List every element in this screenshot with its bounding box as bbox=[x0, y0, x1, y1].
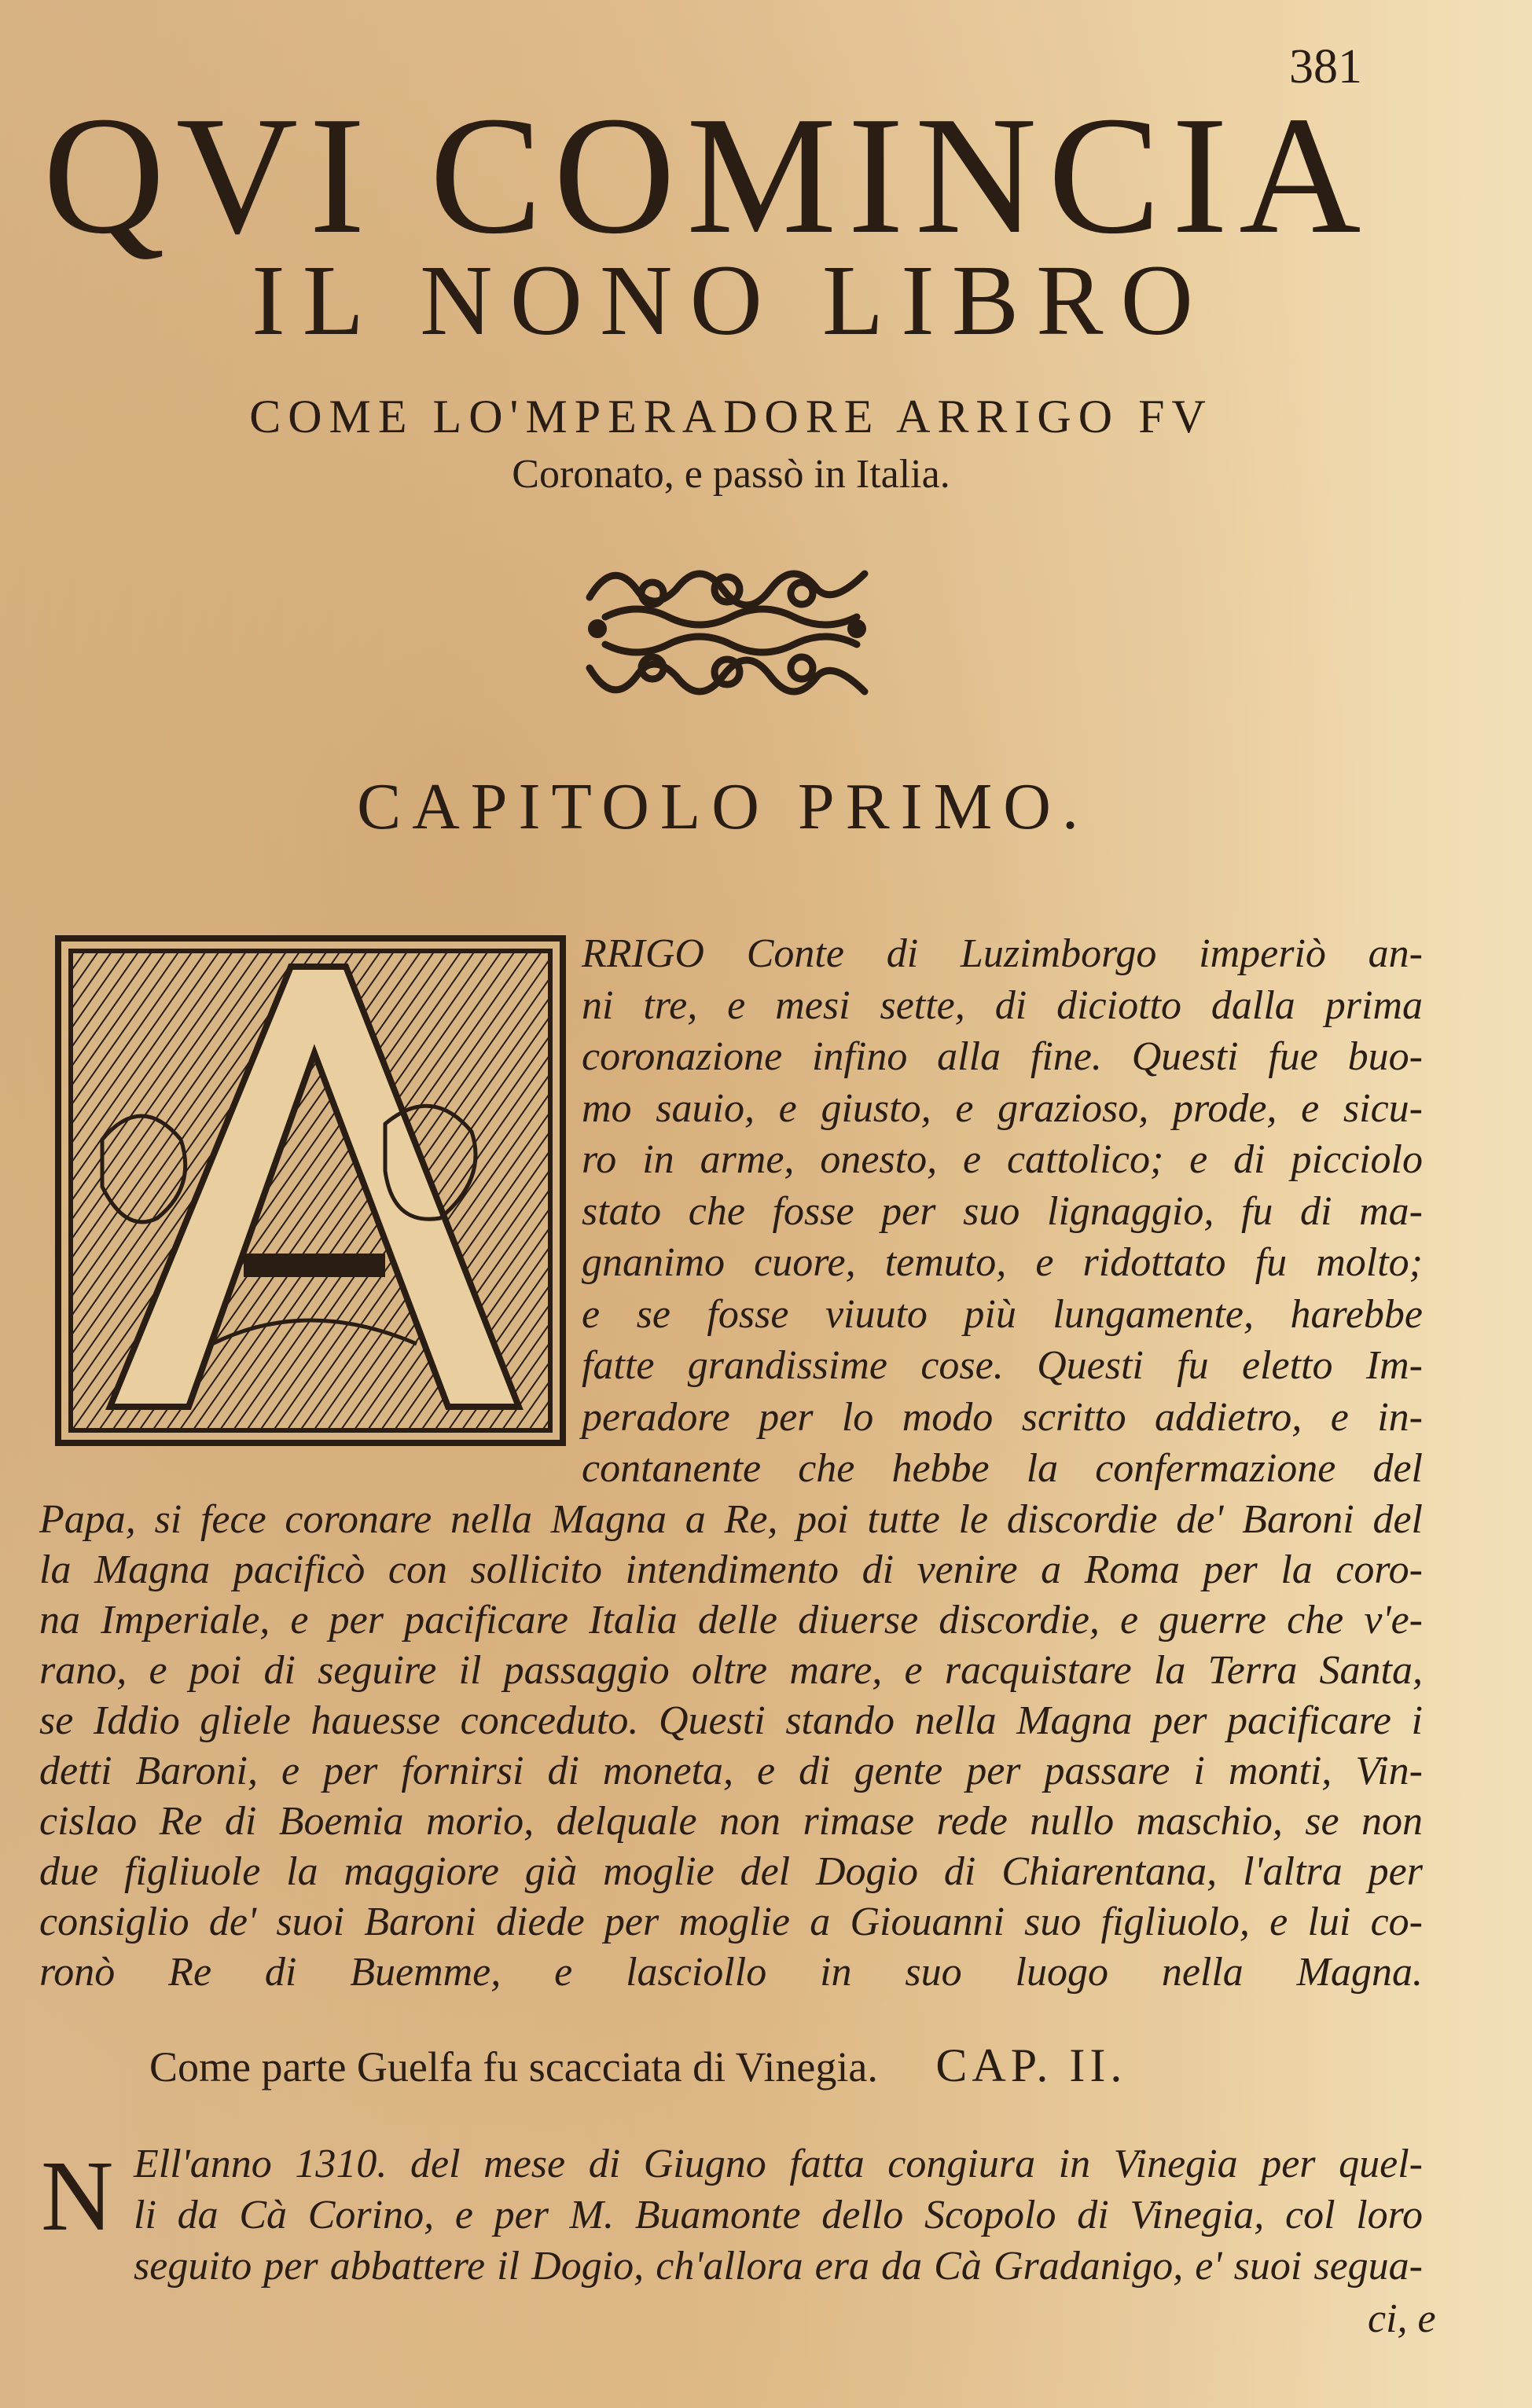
chapter-2-label: CAP. II. bbox=[935, 2039, 1127, 2091]
section-heading-continued: Coronato, e passò in Italia. bbox=[512, 452, 950, 497]
text-line: li da Cà Corino, e per M. Buamonte dello Scopolo di Vinegia, col loro bbox=[134, 2193, 1423, 2237]
text-line: se Iddio gliele hauesse conceduto. Questi stando nella Magna per pacificare i bbox=[39, 1698, 1423, 1743]
text-line: peradore per lo modo scritto addietro, e in- bbox=[582, 1394, 1423, 1440]
chapter-2-heading bbox=[149, 2039, 1297, 2091]
text-line: stato che fosse per suo lignaggio, fu di ma- bbox=[582, 1188, 1423, 1234]
text-line: Ell'anno 1310. del mese di Giugno fatta congiura in Vinegia per quel- bbox=[134, 2142, 1423, 2186]
text-line: e se fosse viuuto più lungamente, harebbe bbox=[582, 1291, 1423, 1337]
text-line: rano, e poi di seguire il passaggio oltre mare, e racquistare la Terra Santa, bbox=[39, 1648, 1423, 1693]
catchword: ci, e bbox=[1368, 2296, 1436, 2341]
text-line: cislao Re di Boemia morio, delquale non rimase rede nullo maschio, se non bbox=[39, 1799, 1423, 1844]
text-line: ni tre, e mesi sette, di diciotto dalla prima bbox=[582, 982, 1423, 1028]
drop-cap-n: N bbox=[41, 2140, 114, 2252]
text-line: detti Baroni, e per fornirsi di moneta, e di gente per passare i monti, Vin- bbox=[39, 1749, 1423, 1793]
text-line: ro in arme, onesto, e cattolico; e di picciolo bbox=[582, 1137, 1423, 1182]
text-line: coronazione infino alla fine. Questi fue buo- bbox=[582, 1034, 1423, 1079]
text-line: la Magna pacificò con sollicito intendimento di venire a Roma per la coro- bbox=[39, 1547, 1423, 1592]
book-subtitle: IL NONO LIBRO bbox=[252, 244, 1211, 356]
text-line: consiglio de' suoi Baroni diede per moglie a Giouanni suo figliuolo, e lui co- bbox=[39, 1900, 1423, 1944]
text-line: ronò Re di Buemme, e lasciollo in suo luogo nella Magna. bbox=[39, 1950, 1423, 1995]
text-line: seguito per abbattere il Dogio, ch'allora era da Cà Gradanigo, e' suoi segua- bbox=[134, 2244, 1423, 2289]
text-line: gnanimo cuore, temuto, e ridottato fu molto; bbox=[582, 1240, 1423, 1285]
book-title: QVI COMINCIA bbox=[42, 81, 1372, 269]
chapter-title: CAPITOLO PRIMO. bbox=[357, 770, 1089, 843]
page-number: 381 bbox=[1289, 40, 1362, 94]
text-line: Papa, si fece coronare nella Magna a Re, poi tutte le discordie de' Baroni del bbox=[39, 1497, 1423, 1542]
text-line: contanente che hebbe la confermazione del bbox=[582, 1446, 1423, 1491]
text-line: due figliuole la maggiore già moglie del Dogio di Chiarentana, l'altra per bbox=[39, 1849, 1423, 1894]
ornament-icon bbox=[574, 550, 880, 707]
section-heading: COME LO'MPERADORE ARRIGO FV bbox=[249, 391, 1213, 442]
text-line: na Imperiale, e per pacificare Italia delle diuerse discordie, e guerre che v'e- bbox=[39, 1598, 1423, 1643]
woodcut-initial-a bbox=[55, 935, 566, 1446]
text-line: mo sauio, e giusto, e grazioso, prode, e sicu- bbox=[582, 1085, 1423, 1131]
text-line: fatte grandissime cose. Questi fu eletto Im- bbox=[582, 1343, 1423, 1388]
text-line: RRIGO Conte di Luzimborgo imperiò an- bbox=[582, 931, 1423, 976]
chapter-2-subtitle: Come parte Guelfa fu scacciata di Vinegia. bbox=[149, 2043, 878, 2090]
